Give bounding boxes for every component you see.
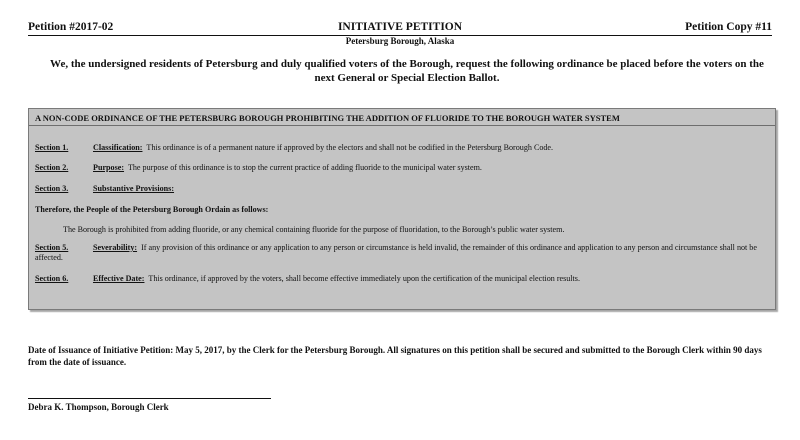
- document-title: INITIATIVE PETITION: [337, 21, 463, 33]
- signature-line: [28, 398, 271, 399]
- intro-statement: We, the undersigned residents of Petersburg and duly qualified voters of the Borough, request the following ordinance be placed before the voters on the next General or Special Election Ballot.: [50, 58, 764, 84]
- section-heading: Substantive Provisions:: [93, 184, 175, 193]
- ordinance-box: [28, 108, 776, 310]
- ordain-clause: Therefore, the People of the Petersburg Borough Ordain as follows:: [35, 205, 269, 214]
- section-heading: Effective Date:: [93, 274, 145, 283]
- section-1: [35, 143, 767, 153]
- clerk-name: Debra K. Thompson, Borough Clerk: [28, 402, 169, 412]
- section-number: Section 2.: [35, 163, 69, 172]
- section-text: If any provision of this ordinance or any application to any person or circumstance is held invalid, the remainder of this ordinance and application to any person and circumstance shall not be affected.: [35, 243, 757, 262]
- section-heading: Classification:: [93, 143, 143, 152]
- document-subtitle: Petersburg Borough, Alaska: [345, 36, 455, 46]
- substantive-provision: The Borough is prohibited from adding fluoride, or any chemical containing fluoride for the purpose of fluoridation, to the Borough’s public water system.: [63, 225, 565, 234]
- section-6: [35, 274, 767, 284]
- section-text: The purpose of this ordinance is to stop the current practice of adding fluoride to the municipal water system.: [127, 163, 482, 172]
- section-2: [35, 163, 767, 173]
- section-text: This ordinance, if approved by the voters, shall become effective immediately upon the certification of the municipal election results.: [148, 274, 580, 283]
- petition-copy-number: Petition Copy #11: [685, 21, 772, 33]
- issuance-statement: Date of Issuance of Initiative Petition: May 5, 2017, by the Clerk for the Petersburg Borough. All signatures on this petition shall be secured and submitted to the Borough Clerk within 90 days from the date of issuance.: [28, 345, 762, 367]
- petition-number: Petition #2017-02: [28, 21, 114, 33]
- section-number: Section 6.: [35, 274, 69, 283]
- section-number: Section 1.: [35, 143, 69, 152]
- section-heading: Purpose:: [93, 163, 125, 172]
- ordinance-title: A NON-CODE ORDINANCE OF THE PETERSBURG BOROUGH PROHIBITING THE ADDITION OF FLUORIDE TO THE BOROUGH WATER SYSTEM: [29, 112, 775, 126]
- section-text: This ordinance is of a permanent nature if approved by the electors and shall not be codified in the Petersburg Borough Code.: [146, 143, 554, 152]
- section-heading: Severability:: [93, 243, 138, 252]
- section-5: [35, 243, 767, 263]
- section-3: [35, 184, 767, 194]
- document-header: [28, 20, 772, 36]
- section-number: Section 3.: [35, 184, 69, 193]
- section-number: Section 5.: [35, 243, 69, 252]
